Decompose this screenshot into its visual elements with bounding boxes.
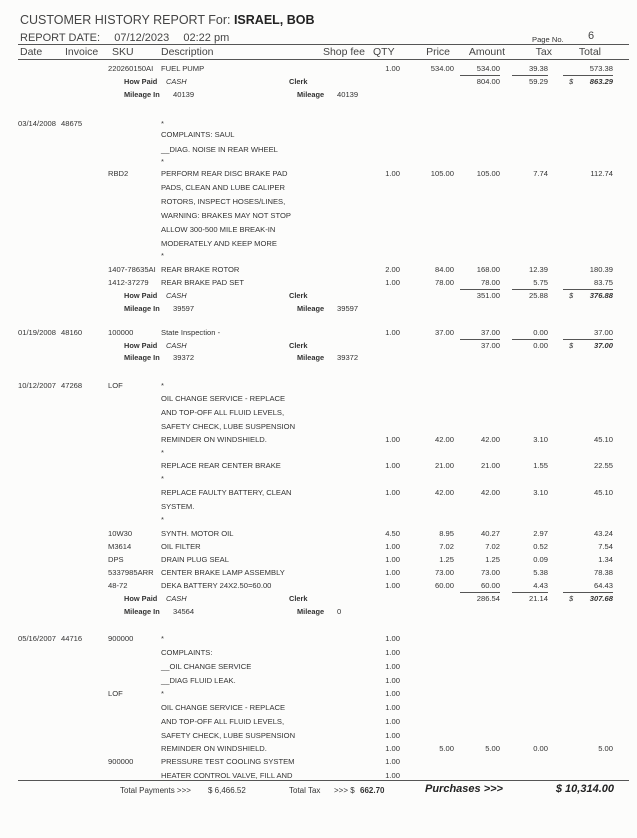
row-sku: 5337985ARR [108,568,154,577]
row-description: REPLACE REAR CENTER BRAKE [161,461,281,470]
mileage-value: 0 [337,607,342,616]
row-tax: 7.74 [533,169,548,178]
row-description: CENTER BRAKE LAMP ASSEMBLY [161,568,285,577]
row-total: 83.75 [593,278,613,287]
row-qty: 1.00 [385,676,400,685]
report-time: 02:22 pm [183,32,230,44]
row-date: 05/16/2007 [18,634,57,643]
report-date: 07/12/2023 [114,32,170,44]
row-amount: 73.00 [480,568,500,577]
row-qty: 1.00 [385,555,400,564]
column-header-amount: Amount [468,46,505,58]
row-qty: 1.00 [385,757,400,766]
row-price: 37.00 [434,328,454,337]
row-qty: 1.00 [385,689,400,698]
mileage-in-label: Mileage In [124,90,160,99]
row-total: 1.34 [598,555,613,564]
row-amount: 37.00 [480,341,500,350]
subtotal-rule-amount [460,289,500,290]
row-tax: 39.38 [528,64,548,73]
row-price: 8.95 [439,529,454,538]
report-title [20,13,315,27]
report-date-line [20,32,229,44]
row-total: 22.55 [593,461,613,470]
row-sku: DPS [108,555,124,564]
row-description: SYSTEM. [161,502,195,511]
clerk-label: Clerk [289,77,308,86]
row-qty: 4.50 [385,529,400,538]
row-description: * [161,119,164,128]
row-date: 10/12/2007 [18,381,57,390]
row-description: * [161,515,164,524]
subtotal-rule-total [563,289,613,290]
row-price: 78.00 [434,278,454,287]
how-paid-value: CASH [166,77,187,86]
row-tax: 25.88 [528,291,548,300]
row-description: REAR BRAKE PAD SET [161,278,244,287]
total-tax-arrow: >>> $ [334,786,355,795]
row-qty: 2.00 [385,265,400,274]
customer-name: ISRAEL, BOB [233,13,315,27]
row-description: PRESSURE TEST COOLING SYSTEM [161,757,295,766]
clerk-label: Clerk [289,594,308,603]
how-paid-value: CASH [166,291,187,300]
column-header-total: Total [578,46,601,58]
mileage-in-label: Mileage In [124,607,160,616]
report-date-label: REPORT DATE: [20,32,101,44]
row-description: SYNTH. MOTOR OIL [161,529,234,538]
row-description: __OIL CHANGE SERVICE [161,662,252,671]
row-description: MODERATELY AND KEEP MORE [161,239,277,248]
footer-rule [18,780,629,781]
row-sku: 900000 [108,757,134,766]
subtotal-rule-tax [512,592,548,593]
row-amount: 37.00 [480,328,500,337]
mileage-label: Mileage [297,90,325,99]
row-qty: 1.00 [385,634,400,643]
currency-sign: $ [569,77,574,86]
row-qty: 1.00 [385,64,400,73]
how-paid-value: CASH [166,341,187,350]
row-amount: 7.02 [485,542,500,551]
row-amount: 105.00 [476,169,500,178]
row-total: 37.00 [593,328,613,337]
row-price: 534.00 [430,64,454,73]
mileage-in-value: 39597 [173,304,195,313]
row-description: __DIAG. NOISE IN REAR WHEEL [161,145,278,154]
row-tax: 0.00 [533,328,548,337]
row-total: 863.29 [589,77,613,86]
row-tax: 4.43 [533,581,548,590]
row-description: REMINDER ON WINDSHIELD. [161,435,267,444]
row-total: 64.43 [593,581,613,590]
row-sku: LOF [108,381,123,390]
row-amount: 286.54 [476,594,500,603]
row-sku: LOF [108,689,123,698]
row-qty: 1.00 [385,488,400,497]
row-tax: 59.29 [528,77,548,86]
row-tax: 0.09 [533,555,548,564]
row-total: 43.24 [593,529,613,538]
row-description: COMPLAINTS: SAUL [161,130,235,139]
row-amount: 804.00 [476,77,500,86]
column-header-description: Description [161,46,214,58]
row-description: AND TOP-OFF ALL FLUID LEVELS, [161,408,285,417]
row-sku: 1412-37279 [108,278,149,287]
row-description: OIL FILTER [161,542,201,551]
row-description: * [161,157,164,166]
row-description: PADS, CLEAN AND LUBE CALIPER [161,183,285,192]
row-price: 7.02 [439,542,454,551]
row-qty: 1.00 [385,435,400,444]
column-header-qty: QTY [373,46,395,58]
row-price: 84.00 [434,265,454,274]
row-description: * [161,381,164,390]
row-description: * [161,689,164,698]
row-amount: 42.00 [480,435,500,444]
row-description: REPLACE FAULTY BATTERY, CLEAN [161,488,292,497]
row-amount: 168.00 [476,265,500,274]
total-tax-label: Total Tax [289,786,321,795]
row-description: OIL CHANGE SERVICE - REPLACE [161,394,286,403]
row-qty: 1.00 [385,731,400,740]
subtotal-rule-total [563,75,613,76]
row-invoice: 48675 [61,119,83,128]
how-paid-label: How Paid [124,594,158,603]
row-qty: 1.00 [385,568,400,577]
row-total: 376.88 [589,291,613,300]
how-paid-label: How Paid [124,341,158,350]
row-price: 105.00 [430,169,454,178]
row-date: 01/19/2008 [18,328,57,337]
row-amount: 78.00 [480,278,500,287]
row-qty: 1.00 [385,717,400,726]
column-header-date: Date [20,46,43,58]
row-qty: 1.00 [385,703,400,712]
row-date: 03/14/2008 [18,119,57,128]
subtotal-rule-total [563,592,613,593]
how-paid-value: CASH [166,594,187,603]
row-total: 5.00 [598,744,613,753]
subtotal-rule-tax [512,289,548,290]
currency-sign: $ [569,341,574,350]
row-tax: 3.10 [533,488,548,497]
row-description: WARNING: BRAKES MAY NOT STOP [161,211,291,220]
column-header-tax: Tax [535,46,552,58]
row-tax: 3.10 [533,435,548,444]
clerk-label: Clerk [289,291,308,300]
row-invoice: 48160 [61,328,83,337]
row-tax: 0.00 [533,744,548,753]
row-tax: 0.52 [533,542,548,551]
row-price: 21.00 [434,461,454,470]
mileage-label: Mileage [297,304,325,313]
row-description: SAFETY CHECK, LUBE SUSPENSION [161,731,296,740]
row-amount: 40.27 [480,529,500,538]
row-amount: 1.25 [485,555,500,564]
row-tax: 21.14 [528,594,548,603]
row-description: DRAIN PLUG SEAL [161,555,229,564]
row-qty: 1.00 [385,542,400,551]
mileage-label: Mileage [297,607,325,616]
row-description: __DIAG FLUID LEAK. [161,676,236,685]
row-description: ALLOW 300-500 MILE BREAK-IN [161,225,276,234]
row-invoice: 47268 [61,381,83,390]
total-payments: $ 6,466.52 [208,786,246,795]
row-description: REAR BRAKE ROTOR [161,265,240,274]
row-price: 1.25 [439,555,454,564]
mileage-value: 40139 [337,90,359,99]
row-description: COMPLAINTS: [161,648,213,657]
row-sku: 900000 [108,634,134,643]
row-tax: 1.55 [533,461,548,470]
row-sku: 10W30 [108,529,133,538]
row-total: 37.00 [593,341,613,350]
row-invoice: 44716 [61,634,83,643]
row-description: SAFETY CHECK, LUBE SUSPENSION [161,422,296,431]
subtotal-rule-amount [460,75,500,76]
row-tax: 12.39 [528,265,548,274]
row-total: 7.54 [598,542,613,551]
row-sku: RBD2 [108,169,129,178]
row-description: DEKA BATTERY 24X2.50=60.00 [161,581,272,590]
row-description: * [161,474,164,483]
column-header-price: Price [426,46,450,58]
row-price: 73.00 [434,568,454,577]
row-amount: 60.00 [480,581,500,590]
row-total: 180.39 [589,265,613,274]
row-description: * [161,634,164,643]
row-description: FUEL PUMP [161,64,205,73]
row-qty: 1.00 [385,744,400,753]
how-paid-label: How Paid [124,77,158,86]
subtotal-rule-tax [512,339,548,340]
row-price: 60.00 [434,581,454,590]
currency-sign: $ [569,291,574,300]
row-amount: 534.00 [476,64,500,73]
row-tax: 5.75 [533,278,548,287]
row-sku: M3614 [108,542,132,551]
mileage-value: 39372 [337,353,359,362]
row-amount: 21.00 [480,461,500,470]
mileage-value: 39597 [337,304,359,313]
row-amount: 42.00 [480,488,500,497]
row-description: State Inspection - [161,328,221,337]
row-sku: 100000 [108,328,134,337]
row-qty: 1.00 [385,169,400,178]
column-header-sku: SKU [112,46,134,58]
mileage-in-label: Mileage In [124,304,160,313]
how-paid-label: How Paid [124,291,158,300]
mileage-in-value: 34564 [173,607,195,616]
row-total: 78.38 [593,568,613,577]
row-description: REMINDER ON WINDSHIELD. [161,744,267,753]
page-no-label: Page No. [532,35,564,44]
row-description: OIL CHANGE SERVICE - REPLACE [161,703,286,712]
header-rule-bottom [18,59,629,60]
row-total: 45.10 [593,435,613,444]
row-qty: 1.00 [385,328,400,337]
row-tax: 2.97 [533,529,548,538]
row-qty: 1.00 [385,461,400,470]
clerk-label: Clerk [289,341,308,350]
currency-sign: $ [569,594,574,603]
mileage-label: Mileage [297,353,325,362]
row-tax: 0.00 [533,341,548,350]
subtotal-rule-amount [460,339,500,340]
row-qty: 1.00 [385,771,400,780]
row-total: 573.38 [589,64,613,73]
purchases-label: Purchases >>> [425,783,503,795]
subtotal-rule-total [563,339,613,340]
row-total: 112.74 [590,169,613,178]
subtotal-rule-amount [460,592,500,593]
row-price: 42.00 [434,435,454,444]
row-description: ROTORS, INSPECT HOSES/LINES, [161,197,286,206]
row-total: 307.68 [589,594,613,603]
row-price: 5.00 [439,744,454,753]
row-description: * [161,448,164,457]
column-header-invoice: Invoice [65,46,99,58]
mileage-in-value: 39372 [173,353,195,362]
row-amount: 5.00 [485,744,500,753]
report-title-label: CUSTOMER HISTORY REPORT For: [20,13,231,27]
row-description: * [161,251,164,260]
mileage-in-value: 40139 [173,90,195,99]
row-sku: 220260150AI [108,64,154,73]
row-qty: 1.00 [385,278,400,287]
purchases-total: $ 10,314.00 [555,783,614,795]
row-qty: 1.00 [385,648,400,657]
mileage-in-label: Mileage In [124,353,160,362]
row-sku: 48-72 [108,581,128,590]
column-header-shop-fee: Shop fee [322,46,365,58]
row-sku: 1407-78635AI [108,265,156,274]
row-description: HEATER CONTROL VALVE, FILL AND [161,771,293,780]
row-total: 45.10 [593,488,613,497]
header-rule-top [18,44,629,45]
page-no: 6 [588,30,595,42]
total-payments-label: Total Payments >>> [120,786,191,795]
subtotal-rule-tax [512,75,548,76]
row-qty: 1.00 [385,581,400,590]
row-tax: 5.38 [533,568,548,577]
row-description: PERFORM REAR DISC BRAKE PAD [161,169,288,178]
row-price: 42.00 [434,488,454,497]
row-amount: 351.00 [476,291,500,300]
total-tax: 662.70 [360,786,385,795]
row-description: AND TOP-OFF ALL FLUID LEVELS, [161,717,285,726]
row-qty: 1.00 [385,662,400,671]
